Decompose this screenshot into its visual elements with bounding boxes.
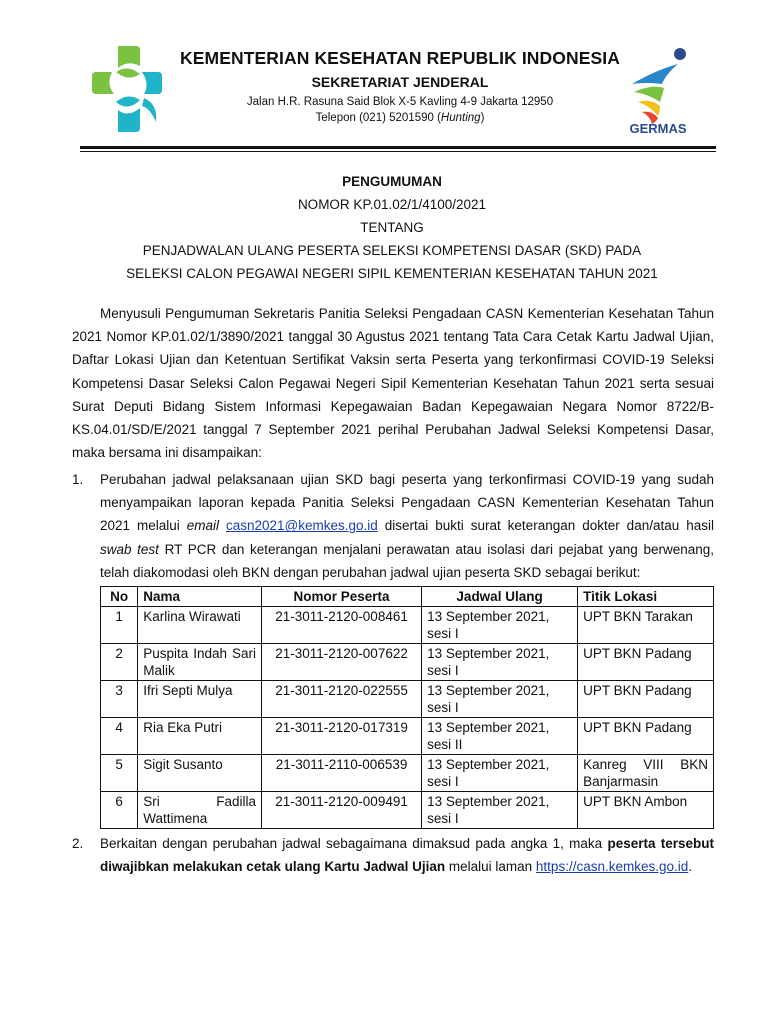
cell-nama: Sri Fadilla Wattimena [138,792,262,829]
schedule-table [100,586,714,829]
table-row [101,792,714,829]
letterhead-text [172,48,628,124]
phone-prefix: Telepon (021) 5201590 ( [315,112,441,124]
cell-nama: Ifri Septi Mulya [138,681,262,718]
item2-part2: melalui laman [445,859,536,875]
cell-jadwal-ulang: 13 September 2021, sesi I [422,644,578,681]
cell-no: 6 [101,792,138,829]
item1-swab: swab test [100,541,159,557]
header-nomor-peserta: Nomor Peserta [262,587,422,607]
table-row [101,644,714,681]
email-link[interactable]: casn2021@kemkes.go.id [225,518,378,534]
announcement-subject-line1: PENJADWALAN ULANG PESERTA SELEKSI KOMPETENSI DASAR (SKD) PADA [142,243,642,258]
item1-part3: RT PCR dan keterangan menjalani perawatan atau isolasi dari pejabat yang berwenang, telah diakomodasi oleh BKN dengan perubahan jadwal ujian peserta SKD sebagai berikut: [100,541,714,580]
cell-nomor-peserta: 21-3011-2120-009491 [262,792,422,829]
cell-nomor-peserta: 21-3011-2120-007622 [262,644,422,681]
table-row [101,607,714,644]
cell-nomor-peserta: 21-3011-2110-006539 [262,755,422,792]
list-item-1 [72,468,714,584]
letterhead-rule-thick [80,146,716,149]
cell-titik-lokasi: Kanreg VIII BKN Banjarmasin [578,755,714,792]
list-item-2 [72,832,714,878]
item2-part3: . [688,859,693,875]
item2-bold: peserta tersebut diwajibkan melakukan cetak ulang Kartu Jadwal Ujian [100,836,715,875]
table-row [101,681,714,718]
phone-hunting: Hunting [440,112,481,124]
cell-nama: Ria Eka Putri [138,718,262,755]
cell-titik-lokasi: UPT BKN Ambon [578,792,714,829]
letterhead-rule-thin [80,151,716,152]
item1-email-label: email [186,518,219,534]
item1-part1: Perubahan jadwal pelaksanaan ujian SKD bagi peserta yang terkonfirmasi COVID-19 yang sudah menyampaikan laporan kepada Panitia Seleksi Pengadaan CASN Kementerian Kesehatan Tahun 2021 melalui [100,472,714,534]
cell-titik-lokasi: UPT BKN Padang [578,681,714,718]
cell-jadwal-ulang: 13 September 2021, sesi I [422,792,578,829]
list-item-1-text [100,468,714,584]
cell-jadwal-ulang: 13 September 2021, sesi I [422,681,578,718]
letterhead [0,0,768,160]
germas-label: GERMAS [629,121,687,136]
cell-nomor-peserta: 21-3011-2120-017319 [262,718,422,755]
phone-suffix: ) [480,112,485,124]
secretariat-name: SEKRETARIAT JENDERAL [311,74,489,90]
list-item-2-number: 2. [72,836,84,851]
cell-nama: Puspita Indah Sari Malik [138,644,262,681]
kemenkes-logo-icon [88,42,166,136]
cell-nomor-peserta: 21-3011-2120-008461 [262,607,422,644]
header-titik-lokasi: Titik Lokasi [578,587,714,607]
announcement-title [72,170,712,285]
item1-part2: disertai bukti surat keterangan dokter dan/atau hasil [377,518,714,534]
cell-titik-lokasi: UPT BKN Padang [578,718,714,755]
cell-no: 4 [101,718,138,755]
item2-part1: Berkaitan dengan perubahan jadwal sebagaimana dimaksud pada angka 1, maka [100,836,608,851]
announcement-about: TENTANG [360,220,424,235]
cell-nama: Sigit Susanto [138,755,262,792]
table-header-row [101,587,714,607]
list-item-2-text [100,832,714,878]
cell-no: 1 [101,607,138,644]
cell-jadwal-ulang: 13 September 2021, sesi I [422,755,578,792]
phone [172,112,628,124]
casn-url-link[interactable]: https://casn.kemkes.go.id [535,859,689,875]
cell-jadwal-ulang: 13 September 2021, sesi I [422,607,578,644]
announcement-subject-line2: SELEKSI CALON PEGAWAI NEGERI SIPIL KEMENTERIAN KESEHATAN TAHUN 2021 [126,266,658,281]
cell-nama: Karlina Wirawati [138,607,262,644]
table-row [101,755,714,792]
announcement-number: NOMOR KP.01.02/1/4100/2021 [297,197,487,212]
table-row [101,718,714,755]
header-jadwal-ulang: Jadwal Ulang [422,587,578,607]
cell-no: 3 [101,681,138,718]
header-nama: Nama [138,587,262,607]
header-no: No [101,587,138,607]
cell-jadwal-ulang: 13 September 2021, sesi II [422,718,578,755]
cell-titik-lokasi: UPT BKN Padang [578,644,714,681]
cell-no: 5 [101,755,138,792]
address: Jalan H.R. Rasuna Said Blok X-5 Kavling 4-9 Jakarta 12950 [246,96,554,108]
announcement-heading: PENGUMUMAN [342,174,442,189]
cell-titik-lokasi: UPT BKN Tarakan [578,607,714,644]
ministry-name: KEMENTERIAN KESEHATAN REPUBLIK INDONESIA [180,48,620,68]
intro-paragraph: Menyusuli Pengumuman Sekretaris Panitia Seleksi Pengadaan CASN Kementerian Kesehatan Tahun 2021 Nomor KP.01.02/1/3890/2021 tanggal 30 Agustus 2021 tentang Tata Cara Cetak Kartu Jadwal Ujian, Daftar Lokasi Ujian dan Ketentuan Sertifikat Vaksin serta Peserta yang terkonfirmasi COVID-19 Seleksi Kompetensi Dasar Seleksi Calon Pegawai Negeri Sipil Kementerian Kesehatan Tahun 2021 serta sesuai Surat Deputi Bidang Sistem Informasi Kepegawaian Badan Kepegawaian Negara Nomor 8722/B-KS.04.01/SD/E/2021 tanggal 7 September 2021 perihal Perubahan Jadwal Seleksi Kompetensi Dasar, maka bersama ini disampaikan: [72,306,714,461]
cell-nomor-peserta: 21-3011-2120-022555 [262,681,422,718]
list-item-1-number: 1. [72,472,84,487]
cell-no: 2 [101,644,138,681]
